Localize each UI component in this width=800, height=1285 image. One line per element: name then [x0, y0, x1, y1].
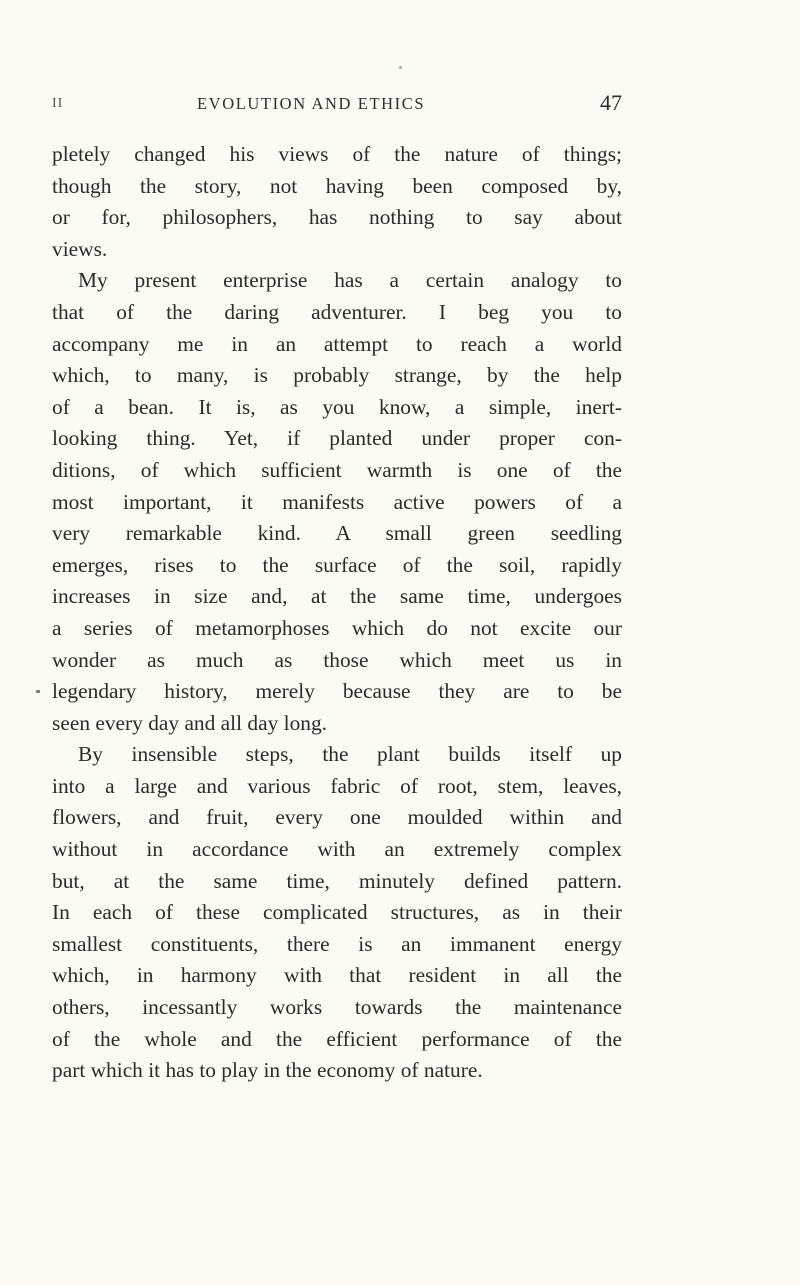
text-line: looking thing. Yet, if planted under proper con- — [52, 426, 622, 451]
text-line: of a bean. It is, as you know, a simple, inert- — [52, 394, 622, 419]
text-line: which, to many, is probably strange, by the help — [52, 363, 622, 388]
text-line: of the whole and the efficient performance of the — [52, 1026, 622, 1051]
running-title: EVOLUTION AND ETHICS — [197, 94, 426, 113]
text-line: accompany me in an attempt to reach a world — [52, 331, 622, 356]
text-line: a series of metamorphoses which do not excite our — [52, 615, 622, 640]
text-line: that of the daring adventurer. I beg you to — [52, 299, 622, 324]
text-line: smallest constituents, there is an immanent energy — [52, 931, 622, 956]
text-line: which, in harmony with that resident in all the — [52, 963, 622, 988]
text-line: emerges, rises to the surface of the soil, rapidly — [52, 552, 622, 577]
text-line: into a large and various fabric of root, stem, leaves, — [52, 773, 622, 798]
text-line: though the story, not having been composed by, — [52, 173, 622, 198]
text-line: most important, it manifests active powers of a — [52, 489, 622, 514]
text-line: increases in size and, at the same time, undergoes — [52, 584, 622, 609]
text-line: My present enterprise has a certain analogy to — [78, 268, 622, 293]
text-line: or for, philosophers, has nothing to say about — [52, 205, 622, 230]
page-number: 47 — [600, 90, 622, 115]
text-line: wonder as much as those which meet us in — [52, 647, 622, 672]
text-line: In each of these complicated structures, as in their — [52, 900, 622, 925]
margin-mark — [36, 690, 40, 693]
text-line: legendary history, merely because they are to be — [52, 679, 622, 704]
text-line: but, at the same time, minutely defined pattern. — [52, 868, 622, 893]
chapter-numeral: II — [52, 96, 64, 111]
text-line: very remarkable kind. A small green seedling — [52, 521, 622, 546]
text-line: views. — [52, 236, 108, 261]
text-line: without in accordance with an extremely complex — [52, 837, 622, 862]
ink-speck — [399, 66, 402, 69]
text-line: pletely changed his views of the nature of things; — [52, 142, 622, 166]
running-head — [52, 92, 622, 120]
text-line: ditions, of which sufficient warmth is one of the — [52, 457, 622, 482]
body-text — [52, 139, 622, 1087]
text-line: By insensible steps, the plant builds itself up — [78, 742, 622, 767]
text-line: seen every day and all day long. — [52, 710, 328, 735]
text-line: others, incessantly works towards the maintenance — [52, 995, 622, 1020]
text-line: part which it has to play in the economy of nature. — [52, 1058, 483, 1083]
text-line: flowers, and fruit, every one moulded within and — [52, 805, 622, 830]
